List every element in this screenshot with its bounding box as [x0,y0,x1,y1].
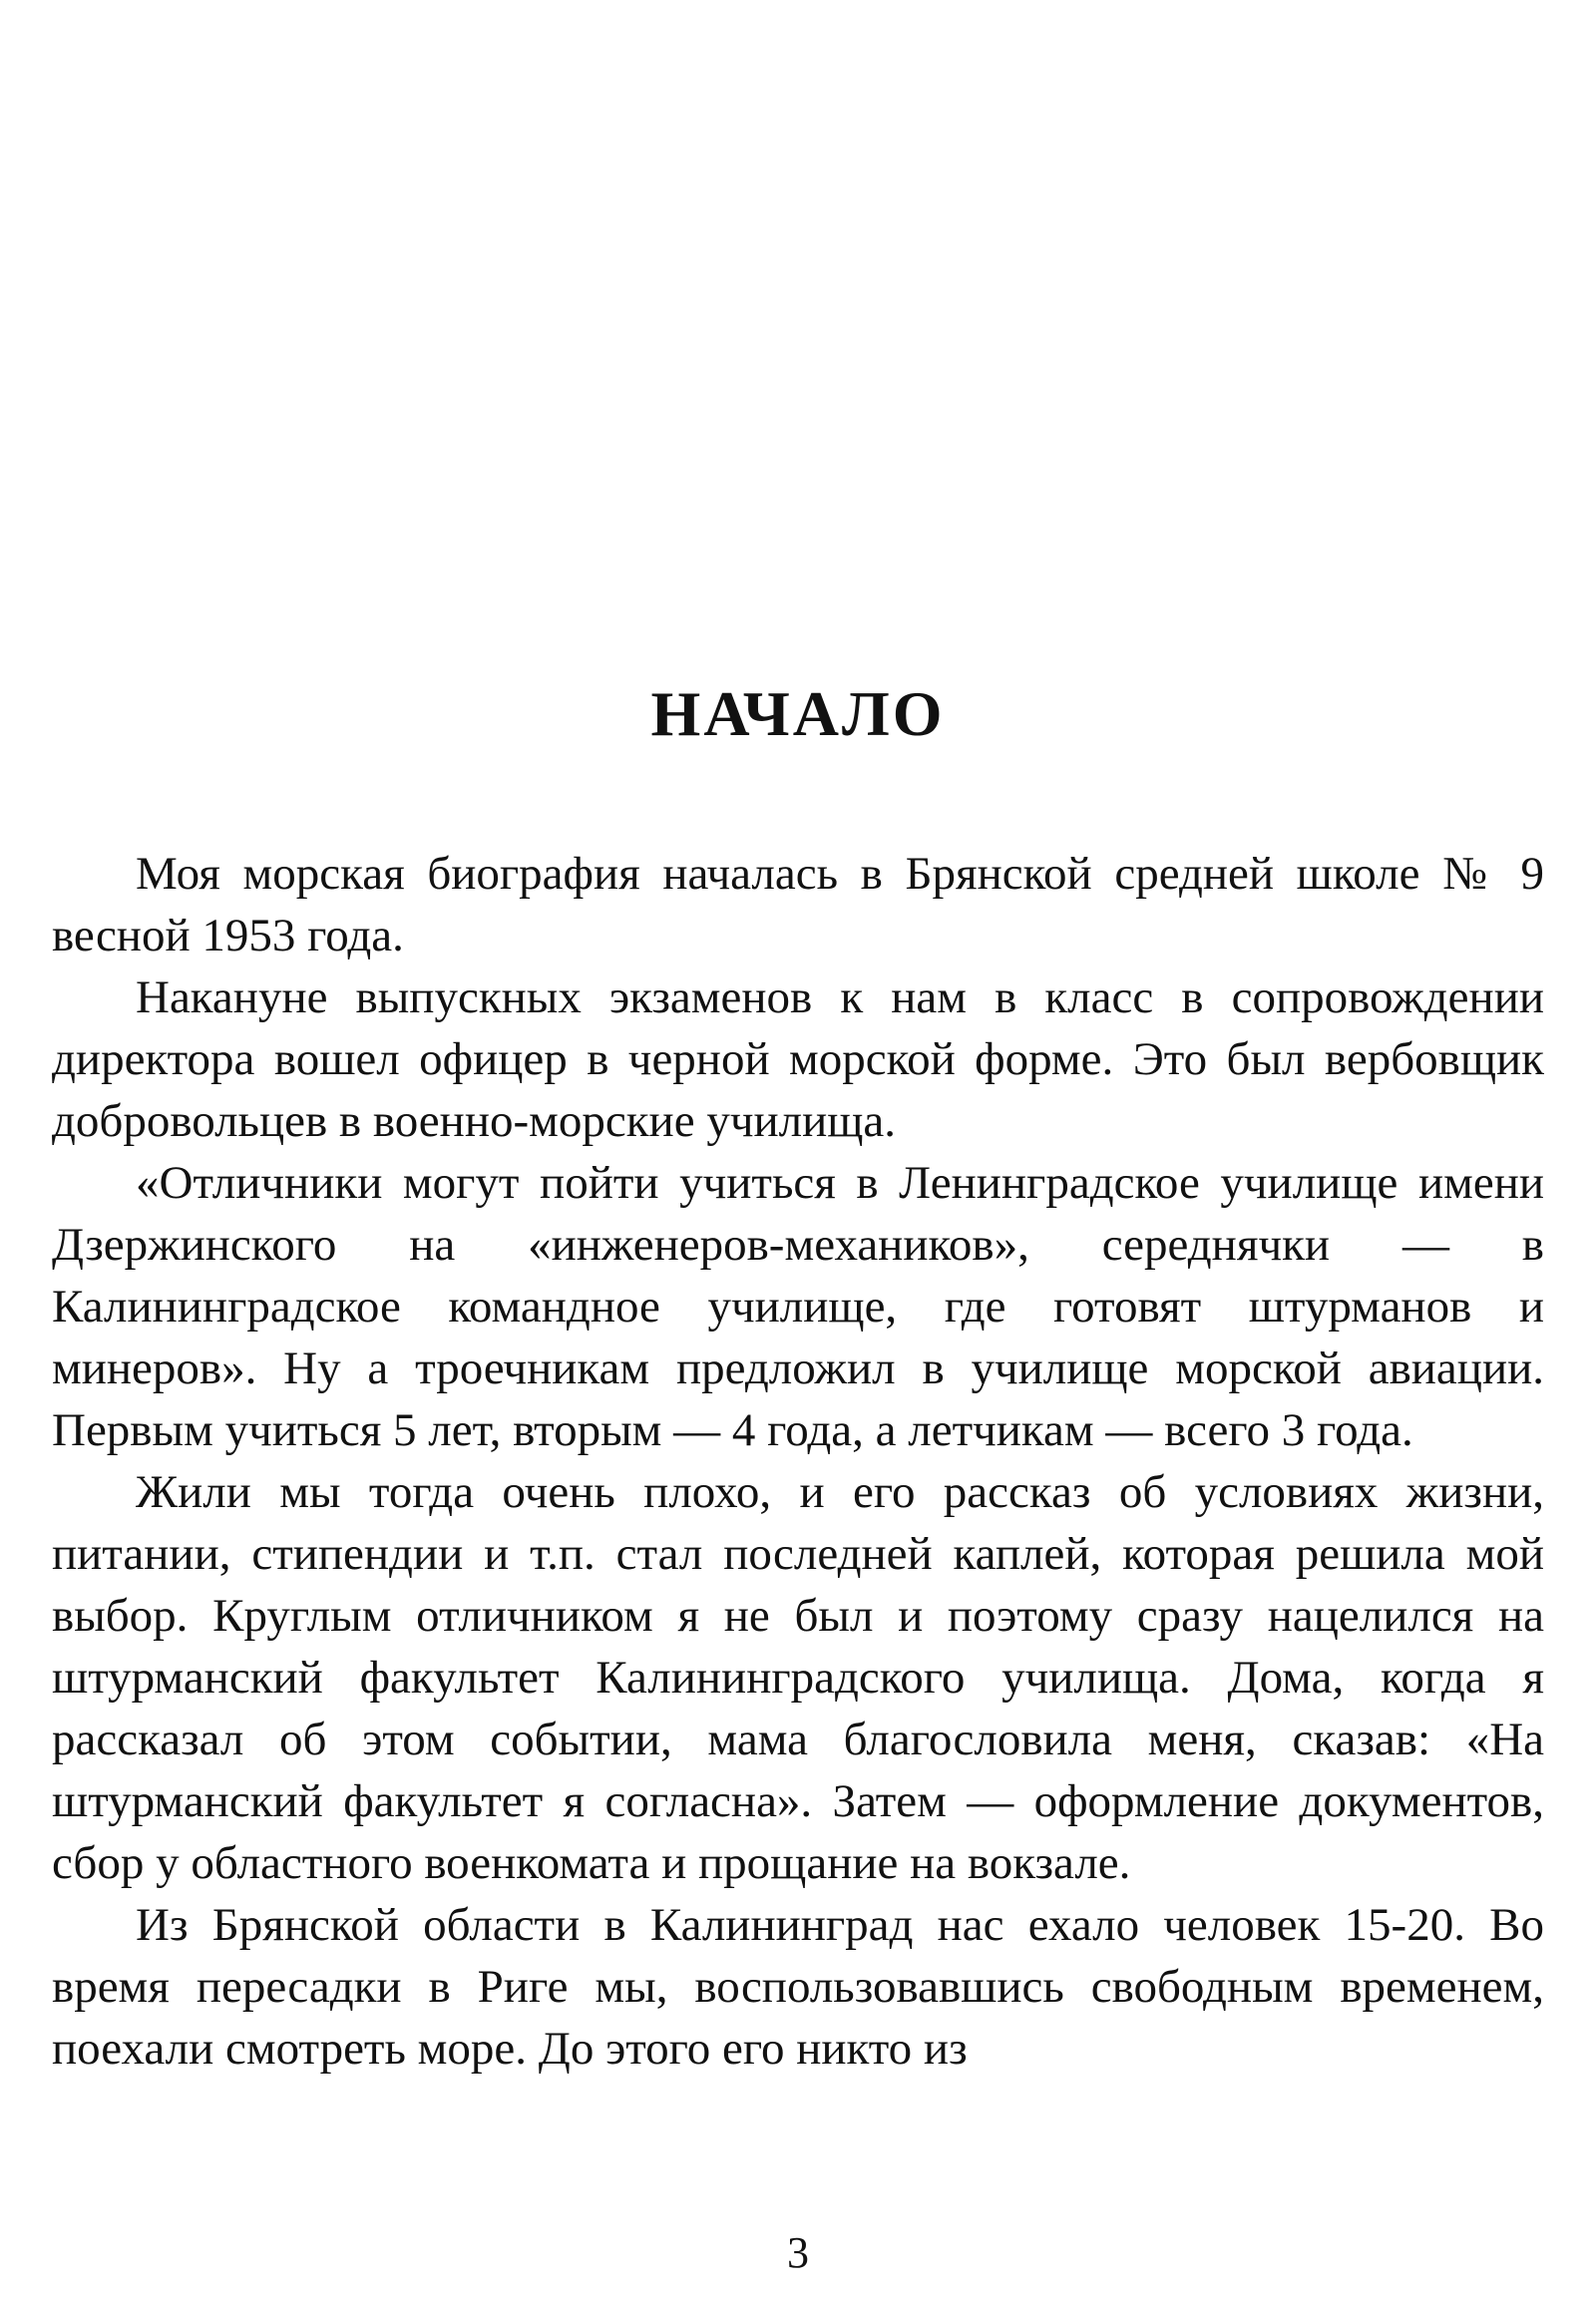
paragraph: Накануне выпускных экзаменов к нам в класс в сопровождении директора вошел офицер в черной морской форме. Это был вербовщик добровольцев в военно-морские училища. [52,971,1544,1147]
paragraph: «Отличники могут пойти учиться в Ленинградское училище имени Дзержинского на «инженеров-механиков», середнячки — в Калининградское командное училище, где готовят штурманов и минеров». Ну а троечникам предложил в училище морской авиации. Первым учиться 5 лет, вторым — 4 года, а летчикам — всего 3 года. [52,1157,1544,1456]
paragraph: Моя морская биография началась в Брянской средней школе № 9 весной 1953 года. [52,848,1544,961]
paragraph: Из Брянской области в Калининград нас ехало человек 15-20. Во время пересадки в Риге мы, воспользовавшись свободным временем, поехали смотреть море. До этого его никто из [52,1899,1544,2075]
chapter-title: НАЧАЛО [650,678,946,749]
page-number: 3 [787,2228,809,2277]
paragraph: Жили мы тогда очень плохо, и его рассказ об условиях жизни, питании, стипендии и т.п. стал последней каплей, которая решила мой выбор. Круглым отличником я не был и поэтому сразу нацелился на штурманский факультет Калининградского училища. Дома, когда я рассказал об этом событии, мама благословила меня, сказав: «На штурманский факультет я согласна». Затем — оформление документов, сбор у областного военкомата и прощание на вокзале. [52,1466,1544,1889]
chapter-body [52,843,1544,2080]
